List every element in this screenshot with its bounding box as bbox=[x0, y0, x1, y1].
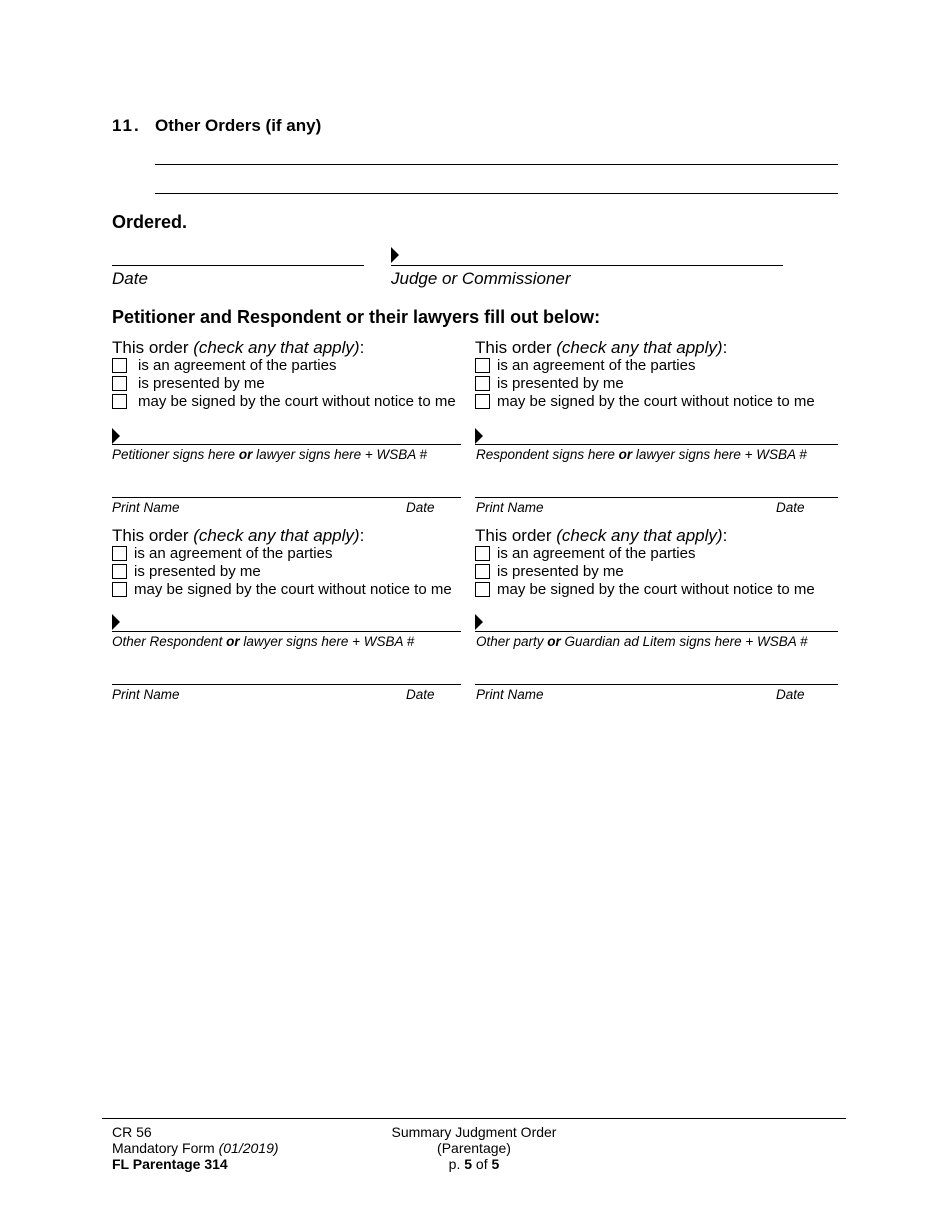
checkbox[interactable] bbox=[112, 394, 127, 409]
other-respondent-signature-line[interactable] bbox=[112, 631, 461, 632]
section-number: 11. bbox=[112, 116, 141, 135]
section-title: Other Orders (if any) bbox=[155, 116, 322, 135]
block-intro: This order (check any that apply): bbox=[475, 338, 728, 357]
date-signature-line[interactable] bbox=[112, 265, 364, 266]
footer-rule bbox=[102, 1118, 846, 1119]
option-agreement[interactable]: is an agreement of the parties bbox=[475, 357, 695, 374]
sign-arrow-icon bbox=[475, 614, 483, 630]
checkbox[interactable] bbox=[475, 394, 490, 409]
option-agreement[interactable]: is an agreement of the parties bbox=[475, 545, 695, 562]
option-agreement[interactable]: is an agreement of the parties bbox=[112, 357, 336, 374]
footer-page: p. 5 of 5 bbox=[448, 1156, 500, 1172]
print-name-label: Print Name bbox=[112, 687, 180, 702]
footer-title: Summary Judgment Order bbox=[391, 1124, 557, 1140]
footer-center bbox=[374, 1124, 574, 1172]
footer-cr: CR 56 bbox=[112, 1124, 152, 1140]
petitioner-signature-line[interactable] bbox=[112, 444, 461, 445]
judge-label: Judge or Commissioner bbox=[391, 269, 571, 288]
checkbox[interactable] bbox=[112, 582, 127, 597]
block-intro: This order (check any that apply): bbox=[112, 526, 365, 545]
option-signed-without-notice[interactable]: may be signed by the court without notice to me bbox=[475, 393, 815, 410]
checkbox[interactable] bbox=[475, 582, 490, 597]
other-party-signature-line[interactable] bbox=[475, 631, 838, 632]
checkbox[interactable] bbox=[475, 376, 490, 391]
other-party-sign-caption: Other party or Guardian ad Litem signs here + WSBA # bbox=[476, 634, 808, 649]
date-label: Date bbox=[776, 500, 805, 515]
footer-subtitle: (Parentage) bbox=[437, 1140, 511, 1156]
respondent-print-name-line[interactable] bbox=[475, 497, 838, 498]
checkbox[interactable] bbox=[112, 376, 127, 391]
other-respondent-print-name-line[interactable] bbox=[112, 684, 461, 685]
checkbox[interactable] bbox=[475, 358, 490, 373]
print-name-label: Print Name bbox=[476, 500, 544, 515]
other-respondent-sign-caption: Other Respondent or lawyer signs here + WSBA # bbox=[112, 634, 415, 649]
date-label: Date bbox=[406, 500, 435, 515]
print-name-label: Print Name bbox=[112, 500, 180, 515]
option-presented[interactable]: is presented by me bbox=[475, 375, 624, 392]
footer-form-type: Mandatory Form (01/2019) bbox=[112, 1140, 279, 1156]
respondent-signature-line[interactable] bbox=[475, 444, 838, 445]
other-party-print-name-line[interactable] bbox=[475, 684, 838, 685]
other-orders-line-1[interactable] bbox=[155, 164, 838, 165]
option-presented[interactable]: is presented by me bbox=[112, 563, 261, 580]
date-label: Date bbox=[776, 687, 805, 702]
sign-arrow-icon bbox=[112, 614, 120, 630]
option-agreement[interactable]: is an agreement of the parties bbox=[112, 545, 332, 562]
checkbox[interactable] bbox=[112, 564, 127, 579]
judge-signature-line[interactable] bbox=[391, 265, 783, 266]
petitioner-print-name-line[interactable] bbox=[112, 497, 461, 498]
sign-arrow-icon bbox=[391, 247, 399, 263]
date-label: Date bbox=[112, 269, 148, 288]
sign-arrow-icon bbox=[112, 428, 120, 444]
block-intro: This order (check any that apply): bbox=[475, 526, 728, 545]
option-signed-without-notice[interactable]: may be signed by the court without notice to me bbox=[112, 393, 456, 410]
checkbox[interactable] bbox=[475, 546, 490, 561]
petitioner-sign-caption: Petitioner signs here or lawyer signs here + WSBA # bbox=[112, 447, 428, 462]
respondent-sign-caption: Respondent signs here or lawyer signs here + WSBA # bbox=[476, 447, 807, 462]
date-label: Date bbox=[406, 687, 435, 702]
checkbox[interactable] bbox=[112, 546, 127, 561]
option-presented[interactable]: is presented by me bbox=[475, 563, 624, 580]
option-signed-without-notice[interactable]: may be signed by the court without notice to me bbox=[112, 581, 452, 598]
footer-form-id: FL Parentage 314 bbox=[112, 1156, 228, 1172]
footer-left bbox=[112, 1124, 279, 1172]
other-orders-line-2[interactable] bbox=[155, 193, 838, 194]
sign-arrow-icon bbox=[475, 428, 483, 444]
checkbox[interactable] bbox=[475, 564, 490, 579]
print-name-label: Print Name bbox=[476, 687, 544, 702]
checkbox[interactable] bbox=[112, 358, 127, 373]
ordered-label: Ordered. bbox=[112, 212, 188, 232]
option-presented[interactable]: is presented by me bbox=[112, 375, 265, 392]
block-intro: This order (check any that apply): bbox=[112, 338, 365, 357]
parties-heading: Petitioner and Respondent or their lawyers fill out below: bbox=[112, 307, 601, 327]
option-signed-without-notice[interactable]: may be signed by the court without notice to me bbox=[475, 581, 815, 598]
